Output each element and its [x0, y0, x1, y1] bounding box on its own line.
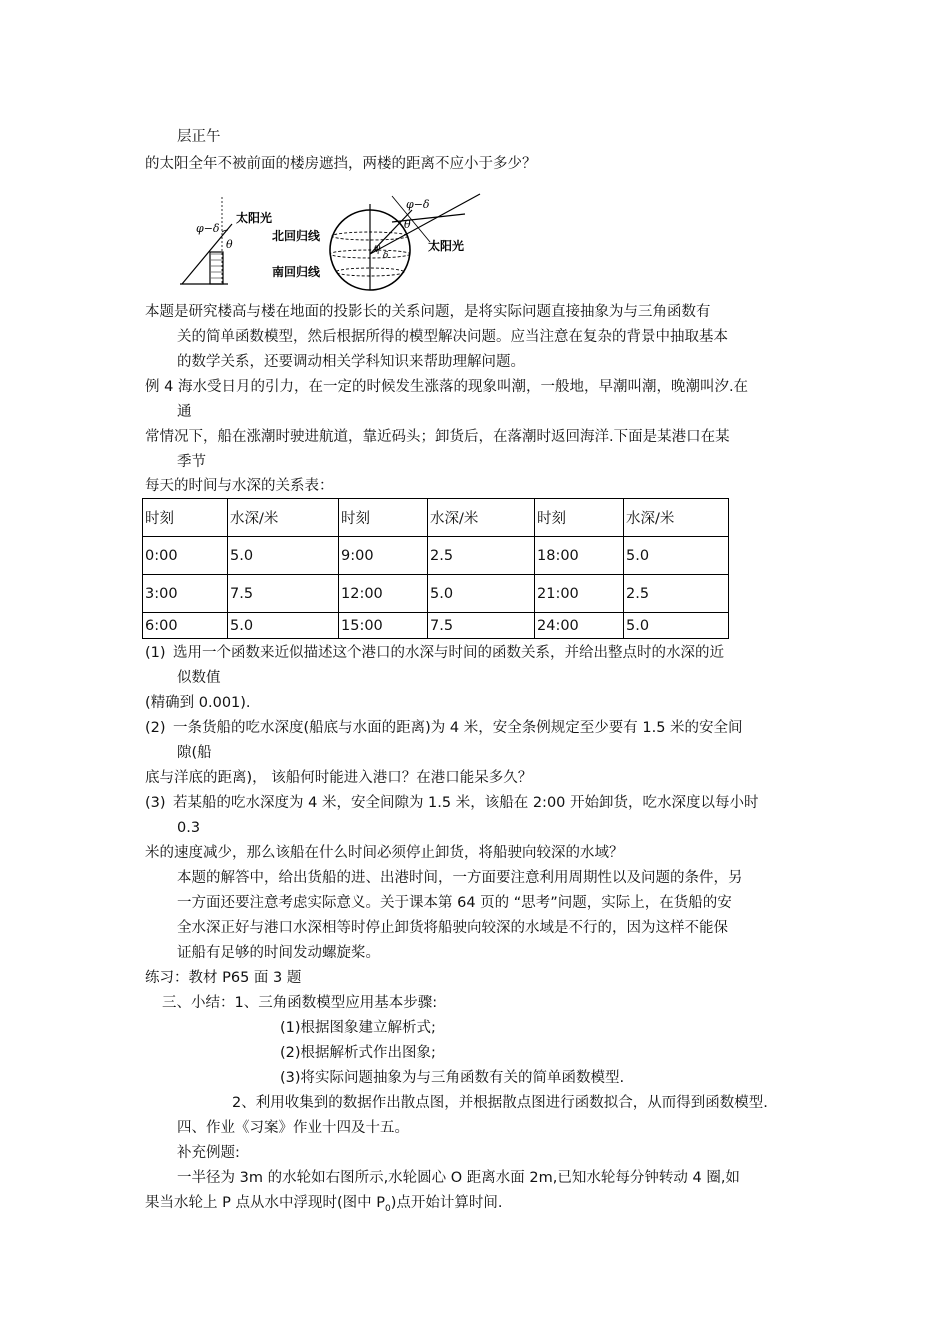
- delta-label: δ: [383, 251, 389, 261]
- analysis1-line-1: 本题是研究楼高与楼在地面的投影长的关系问题，是将实际问题直接抽象为与三角函数有: [145, 304, 711, 320]
- phi-minus-delta-right: φ−δ: [406, 198, 430, 211]
- table-header-row: [143, 499, 729, 537]
- supplement-title: 补充例题:: [177, 1145, 240, 1161]
- table-cell: 9:00: [339, 537, 428, 575]
- sunlight-left-label: 太阳光: [236, 211, 273, 225]
- question-3-number: (3): [145, 795, 166, 811]
- question-1-number: (1): [145, 645, 166, 661]
- question-2-line-3: 底与洋底的距离)， 该船何时能进入港口？在港口能呆多久？: [145, 770, 533, 786]
- table-header-cell: 时刻: [143, 499, 228, 537]
- summary-point-2: 2、利用收集到的数据作出散点图，并根据散点图进行函数拟合，从而得到函数模型.: [232, 1095, 768, 1111]
- supplement-line-1: 一半径为 3m 的水轮如右图所示,水轮圆心 O 距离水面 2m,已知水轮每分钟转动 4 圈,如: [177, 1170, 740, 1186]
- table-row: [143, 575, 729, 613]
- summary-step-2: (2)根据解析式作出图象;: [280, 1045, 436, 1061]
- summary-step-1: (1)根据图象建立解析式;: [280, 1020, 436, 1036]
- table-cell: 15:00: [339, 613, 428, 639]
- question-3-line-2: 0.3: [177, 820, 201, 836]
- table-cell: 6:00: [143, 613, 228, 639]
- question-3-line-3: 米的速度减少，那么该船在什么时间必须停止卸货，将船驶向较深的水域？: [145, 845, 624, 861]
- theta-left: θ: [226, 238, 233, 251]
- analysis2-line-4: 证船有足够的时间发动螺旋桨。: [177, 945, 380, 961]
- building: [210, 252, 223, 284]
- summary-step-3: (3)将实际问题抽象为与三角函数有关的简单函数模型.: [280, 1070, 625, 1086]
- analysis2-line-3: 全水深正好与港口水深相等时停止卸货将船驶向较深的水域是不行的，因为这样不能保: [177, 920, 728, 936]
- table-cell: 5.0: [624, 613, 729, 639]
- table-cell: 18:00: [535, 537, 624, 575]
- question-1-line-2: 似数值: [177, 670, 221, 686]
- phi-label: φ: [374, 243, 381, 253]
- analysis2-line-2: 一方面还要注意考虑实际意义。关于课本第 64 页的 “思考”问题，实际上，在货船的安: [177, 895, 732, 911]
- table-cell: 5.0: [228, 613, 339, 639]
- table-cell: 12:00: [339, 575, 428, 613]
- analysis2-line-1: 本题的解答中，给出货船的进、出港时间，一方面要注意利用周期性以及问题的条件，另: [177, 870, 743, 886]
- table-header-cell: 水深/米: [624, 499, 729, 537]
- table-cell: 7.5: [428, 613, 535, 639]
- table-row: [143, 537, 729, 575]
- sun-ray-right-2: [392, 214, 465, 222]
- example4-line-4: 季节: [177, 454, 206, 470]
- intro-line-2: 的太阳全年不被前面的楼房遮挡，两楼的距离不应小于多少？: [145, 156, 537, 172]
- example4-line-5: 每天的时间与水深的关系表：: [145, 478, 334, 494]
- table-row: [143, 613, 729, 639]
- table-header-cell: 时刻: [339, 499, 428, 537]
- north-tropic-label: 北回归线: [272, 229, 321, 243]
- table-header-cell: 水深/米: [228, 499, 339, 537]
- supplement-subscript: 0: [384, 1203, 391, 1214]
- example4-line-3: 常情况下，船在涨潮时驶进航道，靠近码头；卸货后，在落潮时返回海洋.下面是某港口在某: [145, 429, 730, 445]
- table-header-cell: 水深/米: [428, 499, 535, 537]
- table-cell: 2.5: [624, 575, 729, 613]
- summary-title: 三、小结：1、三角函数模型应用基本步骤:: [162, 995, 438, 1011]
- supplement-line-2: [145, 1193, 502, 1219]
- table-header-cell: 时刻: [535, 499, 624, 537]
- sunlight-right-label: 太阳光: [428, 239, 465, 253]
- building-shade: [211, 254, 222, 278]
- homework-line: 四、作业《习案》作业十四及十五。: [177, 1120, 409, 1136]
- question-2-number: (2): [145, 720, 166, 736]
- table-cell: 24:00: [535, 613, 624, 639]
- sun-angle-figure: [180, 192, 500, 292]
- analysis1-line-3: 的数学关系，还要调动相关学科知识来帮助理解问题。: [177, 354, 525, 370]
- table-cell: 3:00: [143, 575, 228, 613]
- table-cell: 5.0: [428, 575, 535, 613]
- south-tropic-label: 南回归线: [272, 265, 321, 279]
- intro-line-1: 层正午: [177, 129, 221, 145]
- supplement-line-2-post: )点开始计算时间.: [390, 1195, 503, 1211]
- question-3-line-1: 若某船的吃水深度为 4 米，安全间隙为 1.5 米，该船在 2:00 开始卸货，吃水深度以每小时: [173, 795, 759, 811]
- analysis1-line-2: 关的简单函数模型，然后根据所得的模型解决问题。应当注意在复杂的背景中抽取基本: [177, 329, 728, 345]
- supplement-line-2-pre: 果当水轮上 P 点从水中浮现时(图中 P: [145, 1195, 385, 1211]
- table-cell: 7.5: [228, 575, 339, 613]
- question-2-line-2: 隙(船: [177, 745, 212, 761]
- table-cell: 5.0: [228, 537, 339, 575]
- question-2-line-1: 一条货船的吃水深度(船底与水面的距离)为 4 米，安全条例规定至少要有 1.5 米的安全间: [173, 720, 743, 736]
- tide-table: [142, 498, 729, 639]
- exercise-line: 练习：教材 P65 面 3 题: [145, 970, 302, 986]
- question-1-line-3: (精确到 0.001).: [145, 695, 251, 711]
- example4-line-1: 例 4 海水受日月的引力，在一定的时候发生涨落的现象叫潮，一般地，早潮叫潮，晚潮叫汐.在: [145, 379, 749, 395]
- theta-right: θ: [404, 218, 411, 231]
- table-cell: 0:00: [143, 537, 228, 575]
- question-1-line-1: 选用一个函数来近似描述这个港口的水深与时间的函数关系，并给出整点时的水深的近: [173, 645, 724, 661]
- example4-line-2: 通: [177, 404, 192, 420]
- phi-minus-delta-left: φ−δ: [196, 222, 220, 235]
- table-cell: 2.5: [428, 537, 535, 575]
- table-cell: 5.0: [624, 537, 729, 575]
- table-cell: 21:00: [535, 575, 624, 613]
